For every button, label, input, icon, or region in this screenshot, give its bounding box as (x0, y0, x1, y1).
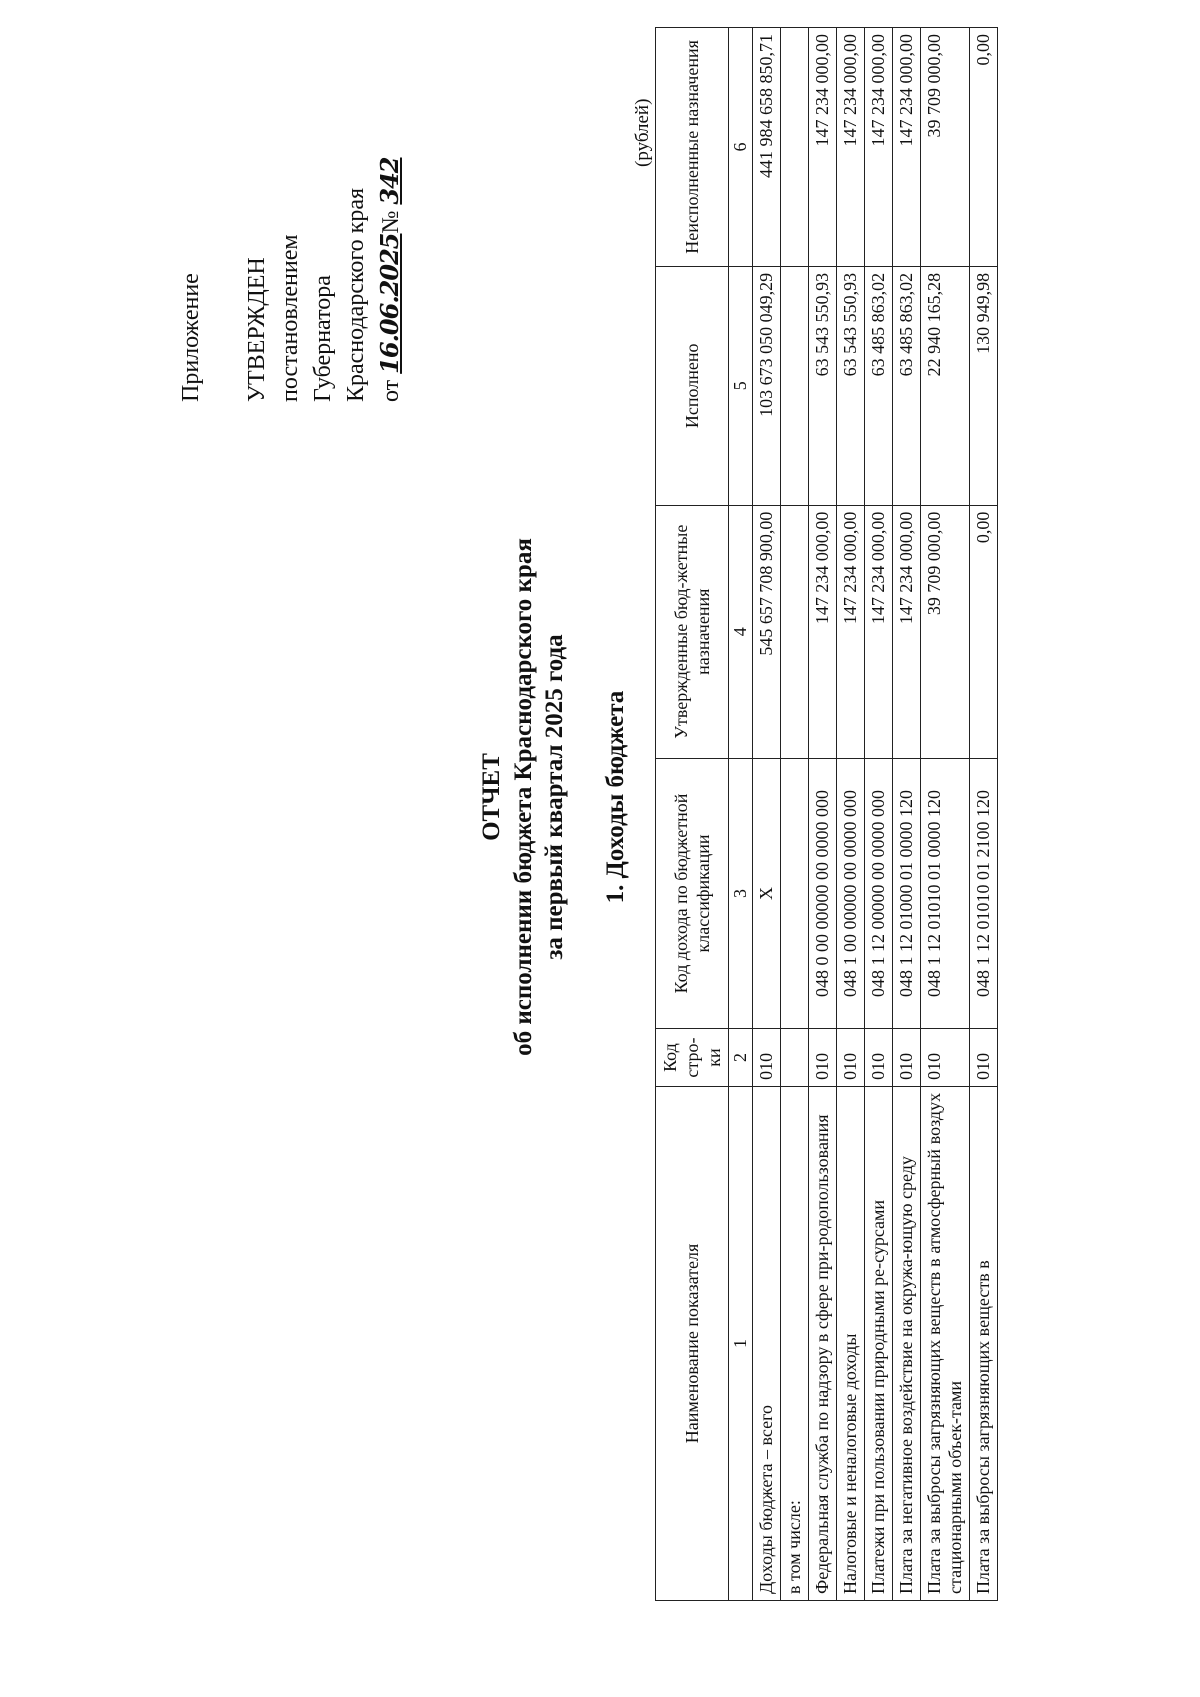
row-name: Налоговые и неналоговые доходы (837, 1086, 865, 1600)
row-income-code (781, 758, 809, 1028)
row-line-code: 010 (753, 1029, 781, 1087)
row-income-code: 048 1 12 00000 00 0000 000 (865, 758, 893, 1028)
approved-label: УТВЕРЖДЕН (244, 257, 270, 402)
handwritten-date: 16.06.2025 (375, 233, 404, 374)
number-sign: № (378, 210, 404, 234)
row-name: Доходы бюджета – всего (753, 1086, 781, 1600)
appendix-label: Приложение (178, 273, 204, 402)
row-name: Плата за выбросы загрязняющих веществ в (970, 1086, 998, 1600)
row-name: Платежи при пользовании природными ре-сурсами (865, 1086, 893, 1600)
column-number: 4 (729, 505, 753, 758)
row-approved: 0,00 (970, 505, 998, 758)
report-subtitle: об исполнении бюджета Краснодарского края (510, 538, 537, 1056)
row-name: в том числе: (781, 1086, 809, 1600)
row-unexecuted: 147 234 000,00 (893, 28, 921, 267)
header-name: Наименование показателя (656, 1086, 729, 1600)
row-unexecuted: 147 234 000,00 (809, 28, 837, 267)
approved-by-line: постановлением (277, 234, 303, 402)
table-row (809, 28, 837, 1601)
column-number: 6 (729, 28, 753, 267)
row-line-code: 010 (970, 1029, 998, 1087)
row-income-code: 048 1 00 00000 00 0000 000 (837, 758, 865, 1028)
row-executed (781, 266, 809, 505)
row-unexecuted: 147 234 000,00 (837, 28, 865, 267)
row-income-code: 048 0 00 00000 00 0000 000 (809, 758, 837, 1028)
column-number: 3 (729, 758, 753, 1028)
row-line-code (781, 1029, 809, 1087)
from-prefix: от (378, 379, 404, 402)
units-label: (рублей) (632, 98, 653, 167)
section-title: 1. Доходы бюджета (602, 690, 629, 904)
governor-line: Губернатора (310, 275, 336, 402)
header-unexecuted: Неисполненные назначения (656, 28, 729, 267)
handwritten-number: 342 (375, 157, 404, 205)
row-approved: 39 709 000,00 (921, 505, 970, 758)
row-line-code: 010 (893, 1029, 921, 1087)
header-approved: Утвержденные бюд-жетные назначения (656, 505, 729, 758)
report-title: ОТЧЕТ (478, 753, 505, 841)
row-income-code: X (753, 758, 781, 1028)
row-approved (781, 505, 809, 758)
table-header-row (656, 28, 729, 1601)
income-table (655, 27, 998, 1601)
row-executed: 130 949,98 (970, 266, 998, 505)
row-executed: 63 485 863,02 (893, 266, 921, 505)
row-approved: 545 657 708 900,00 (753, 505, 781, 758)
row-income-code: 048 1 12 01010 01 0000 120 (921, 758, 970, 1028)
row-unexecuted: 441 984 658 850,71 (753, 28, 781, 267)
table-row (970, 28, 998, 1601)
table-row (893, 28, 921, 1601)
row-unexecuted (781, 28, 809, 267)
row-approved: 147 234 000,00 (865, 505, 893, 758)
header-income-code: Код дохода по бюджетной классификации (656, 758, 729, 1028)
row-executed: 103 673 050 049,29 (753, 266, 781, 505)
row-name: Федеральная служба по надзору в сфере при-родопользования (809, 1086, 837, 1600)
row-unexecuted: 147 234 000,00 (865, 28, 893, 267)
report-period: за первый квартал 2025 года (541, 634, 568, 960)
row-line-code: 010 (865, 1029, 893, 1087)
row-name: Плата за негативное воздействие на окружа-ющую среду (893, 1086, 921, 1600)
row-line-code: 010 (921, 1029, 970, 1087)
decree-date-line (373, 42, 408, 402)
column-number-row (729, 28, 753, 1601)
row-approved: 147 234 000,00 (809, 505, 837, 758)
table-row (781, 28, 809, 1601)
row-income-code: 048 1 12 01000 01 0000 120 (893, 758, 921, 1028)
row-line-code: 010 (809, 1029, 837, 1087)
column-number: 2 (729, 1029, 753, 1087)
column-number: 5 (729, 266, 753, 505)
region-line: Краснодарского края (343, 187, 369, 402)
row-approved: 147 234 000,00 (893, 505, 921, 758)
row-executed: 63 543 550,93 (809, 266, 837, 505)
table-row (753, 28, 781, 1601)
row-executed: 22 940 165,28 (921, 266, 970, 505)
row-unexecuted: 0,00 (970, 28, 998, 267)
header-line-code: Код стро-ки (656, 1029, 729, 1087)
approval-block (175, 42, 408, 402)
table-row (865, 28, 893, 1601)
table-row (921, 28, 970, 1601)
header-executed: Исполнено (656, 266, 729, 505)
table-row (837, 28, 865, 1601)
report-title-block (475, 297, 630, 1297)
row-executed: 63 543 550,93 (837, 266, 865, 505)
row-executed: 63 485 863,02 (865, 266, 893, 505)
row-line-code: 010 (837, 1029, 865, 1087)
row-income-code: 048 1 12 01010 01 2100 120 (970, 758, 998, 1028)
row-name: Плата за выбросы загрязняющих веществ в атмосферный воздух стационарными объек-тами (921, 1086, 970, 1600)
column-number: 1 (729, 1086, 753, 1600)
row-approved: 147 234 000,00 (837, 505, 865, 758)
row-unexecuted: 39 709 000,00 (921, 28, 970, 267)
